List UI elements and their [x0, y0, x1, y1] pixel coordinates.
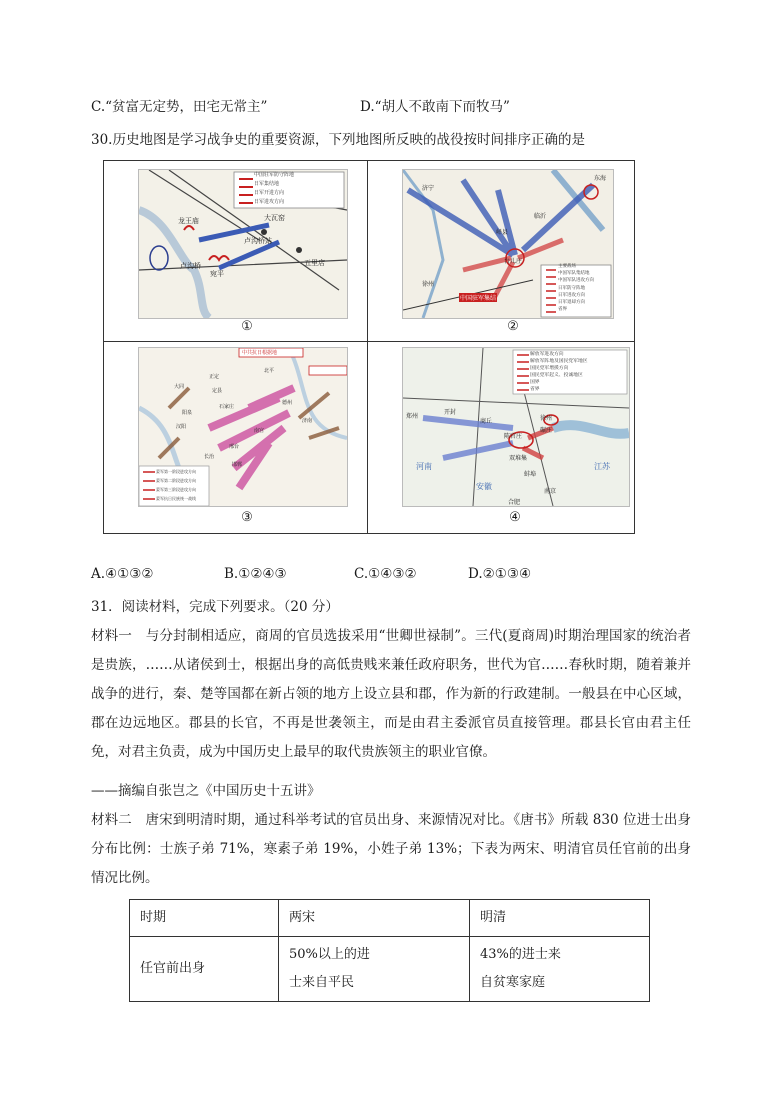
table-row-label: 任官前出身	[130, 937, 279, 1002]
map-2-legend-2: 中国军队集结地	[558, 271, 590, 277]
q31-source: ——摘编自张岂之《中国历史十五讲》	[91, 783, 321, 799]
map-4-label: 徐州	[540, 415, 553, 422]
map-4-label: 合肥	[508, 499, 521, 506]
map-1-number: ①	[241, 319, 253, 334]
map-4-label: 双堆集	[509, 455, 528, 462]
map-4-legend-6: 省界	[530, 387, 540, 392]
table-header: 两宋	[279, 900, 470, 937]
map-2-label: 徐州	[422, 281, 435, 288]
table-header: 时期	[130, 900, 279, 937]
q30-option-d: D.②①③④	[468, 566, 532, 582]
map-3-legend-2: 蒙军第二阶段进攻方向	[156, 478, 196, 483]
map-4-label: 开封	[444, 409, 457, 416]
map-4-legend-5: 国界	[530, 380, 540, 385]
map-2-label: 中国驻军集结	[460, 295, 497, 302]
map-2-label: 峄县	[496, 229, 509, 236]
map-4-legend-3: 国民党军增援方向	[530, 366, 569, 371]
map-3-label: 北平	[264, 368, 275, 374]
map-4-number: ④	[509, 510, 521, 525]
map-4-label: 南京	[544, 488, 557, 495]
table-header-row	[130, 900, 650, 937]
q29-option-c: C.“贫富无定势，田宅无常主”	[91, 99, 268, 115]
q31-stem: 31．阅读材料，完成下列要求。（20 分）	[91, 599, 339, 615]
map-4-label: 安徽	[476, 482, 492, 491]
map-2-legend-5: 日军进攻方向	[558, 292, 585, 298]
table-cell-line: 自贫寒家庭	[480, 975, 546, 990]
map-4-legend-1: 解放军进攻方向	[530, 352, 564, 357]
q29-option-d: D.“胡人不敢南下而牧马”	[360, 99, 510, 115]
map-1-label: 大瓦窑	[264, 214, 285, 222]
map-2-label: 临沂	[534, 213, 547, 220]
map-1-label: 五里店	[304, 259, 325, 267]
map-1	[138, 169, 348, 319]
map-2-label: 济宁	[422, 185, 435, 192]
map-4-label: 蚌埠	[524, 471, 537, 478]
map-1-legend-3: 日军开进方向	[254, 190, 285, 196]
map-2-label: 东海	[594, 175, 607, 182]
map-3-label: 大同	[174, 384, 185, 390]
map-4-label: 郑州	[406, 413, 419, 420]
map-3-legend-1: 蒙军第一阶段进攻方向	[156, 469, 196, 474]
map-3-label: 中共抗日根据地	[242, 350, 278, 356]
table-cell-line: 士来自平民	[289, 975, 355, 990]
map-2-legend-1: 主要战场	[558, 264, 576, 269]
map-3-legend-4: 蒙军抗日民族统一战线	[156, 496, 196, 501]
map-3-label: 石家庄	[219, 404, 235, 410]
map-2-legend-6: 日军退却方向	[558, 300, 585, 306]
map-3-label: 德州	[282, 400, 293, 406]
table-cell-mingqing	[470, 937, 650, 1002]
map-3-label: 定县	[212, 388, 223, 394]
table-row	[130, 937, 650, 1002]
map-3-label: 南宫	[254, 428, 265, 434]
table-cell-line: 43%的进士来	[480, 947, 561, 962]
map-4-label: 江苏	[594, 462, 610, 471]
map-2-number: ②	[507, 319, 519, 334]
map-3-label: 阳泉	[182, 410, 193, 416]
map-1-legend-2: 日军集结地	[254, 181, 280, 187]
map-3-label: 济南	[302, 418, 313, 424]
q30-stem: 30.历史地图是学习战争史的重要资源，下列地图所反映的战役按时间排序正确的是	[91, 132, 585, 148]
map-3-label: 正定	[209, 374, 220, 380]
map-3-legend-3: 蒙军第三阶段进攻方向	[156, 487, 196, 492]
map-4	[402, 347, 630, 507]
map-4-label: 河南	[416, 462, 432, 471]
q30-option-a: A.④①③②	[91, 566, 154, 582]
q30-option-b: B.①②④③	[224, 566, 287, 582]
q30-option-c: C.①④③②	[354, 566, 417, 582]
map-3-label: 邢台	[229, 444, 240, 450]
map-1-label: 卢沟桥	[180, 262, 201, 270]
map-3-label: 汉阳	[176, 424, 187, 430]
map-4-label: 碾庄	[540, 427, 553, 434]
table-cell-line: 50%以上的进	[289, 947, 370, 962]
map-4-legend-4: 国民党军起义、投诚地区	[530, 373, 583, 378]
map-1-label: 龙王庙	[178, 217, 199, 225]
map-4-legend-2: 解放军阵地及国民党军地区	[530, 359, 588, 364]
map-2-legend-4: 日军防守阵地	[558, 285, 585, 291]
map-1-legend-1: 中国驻军防守阵地	[254, 172, 295, 178]
map-3-label: 邯郸	[232, 462, 243, 468]
map-grid	[103, 160, 635, 534]
map-2-legend-3: 中国军队进攻方向	[558, 278, 594, 284]
q31-material-1: 材料一 与分封制相适应，商周的官员选拔采用“世卿世禄制”。三代(夏商周)时期治理国家的统治者是贵族，……从诸侯到士，根据出身的高低贵贱来兼任政府职务，世代为官……春秋时期，随着兼并战争的进行，秦、楚等国都在新占领的地方上设立县和郡，作为新的行政建制。一般县在中心区域，郡在边远地区。郡县的长官，不再是世袭领主，而是由君主委派官员直接管理。郡县长官由君主任免，对君主负责，成为中国历史上最早的取代贵族领主的职业官僚。	[91, 628, 691, 760]
map-1-label: 卢沟桥站	[244, 237, 272, 245]
map-3-number: ③	[241, 510, 253, 525]
map-4-label: 商丘	[480, 418, 493, 425]
map-3-label: 长治	[204, 454, 215, 460]
q31-material-2: 材料二 唐宋到明清时期，通过科举考试的官员出身、来源情况对比。《唐书》所载 830 位进士出身分布比例：士族子弟 71%，寒素子弟 19%，小姓子弟 13%；下表为两宋、明清官员任官前的出身情况比例。	[91, 812, 691, 886]
q31-table	[129, 899, 650, 1002]
map-1-label: 宛平	[210, 270, 224, 278]
map-2-legend-7: 省界	[558, 307, 567, 313]
map-1-legend-4: 日军进攻方向	[254, 199, 285, 205]
table-cell-song	[279, 937, 470, 1002]
table-header: 明清	[470, 900, 650, 937]
map-2-label: 台儿庄	[504, 258, 523, 265]
map-4-label: 陈官庄	[504, 433, 523, 440]
